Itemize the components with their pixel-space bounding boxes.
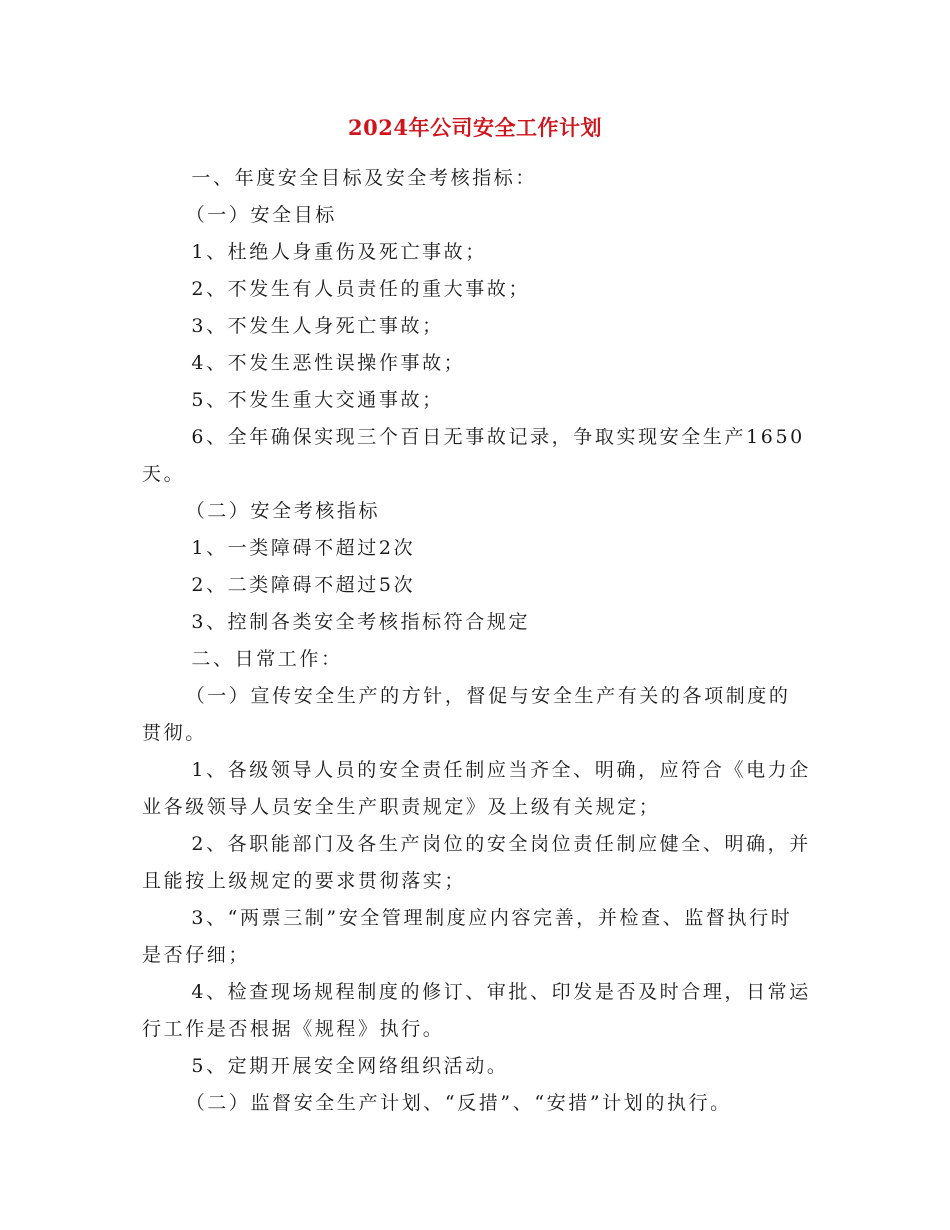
paragraph-goal-1: 1、杜绝人身重伤及死亡事故； [191,241,487,263]
paragraph-goal-3: 3、不发生人身死亡事故； [191,315,444,337]
paragraph-daily-2: 2、各职能部门及各生产岗位的安全岗位责任制应健全、明确，并且能按上级规定的要求贯彻落实； [142,833,811,892]
paragraph-goal-6: 6、全年确保实现三个百日无事故记录，争取实现安全生产1650天。 [142,426,805,485]
paragraph-subsection-publicity: （一）宣传安全生产的方针，督促与安全生产有关的各项制度的贯彻。 [142,685,791,744]
document-body [142,160,812,1122]
paragraph-goal-4: 4、不发生恶性误操作事故； [191,352,466,374]
paragraph-indicator-1: 1、一类障碍不超过2次 [191,537,416,559]
paragraph-daily-1: 1、各级领导人员的安全责任制应当齐全、明确，应符合《电力企业各级领导人员安全生产职责规定》及上级有关规定； [142,759,811,818]
paragraph-goal-5: 5、不发生重大交通事故； [191,389,444,411]
paragraph-subsection-assessment-indicators: （二）安全考核指标 [185,500,381,522]
paragraph-indicator-3: 3、控制各类安全考核指标符合规定 [191,611,531,633]
paragraph-subsection-safety-goals: （一）安全目标 [185,204,337,226]
paragraph-goal-2: 2、不发生有人员责任的重大事故； [191,278,531,300]
paragraph-daily-5: 5、定期开展安全网络组织活动。 [191,1055,509,1077]
paragraph-section-1-heading: 一、年度安全目标及安全考核指标： [191,167,537,189]
paragraph-indicator-2: 2、二类障碍不超过5次 [191,574,416,596]
paragraph-daily-3: 3、“两票三制”安全管理制度应内容完善，并检查、监督执行时是否仔细； [142,907,793,966]
paragraph-daily-4: 4、检查现场规程制度的修订、审批、印发是否及时合理，日常运行工作是否根据《规程》执行。 [142,981,811,1040]
paragraph-section-2-heading: 二、日常工作： [191,648,343,670]
paragraph-subsection-supervision: （二）监督安全生产计划、“反措”、“安措”计划的执行。 [185,1092,732,1114]
document-title: 2024年公司安全工作计划 [348,115,602,140]
